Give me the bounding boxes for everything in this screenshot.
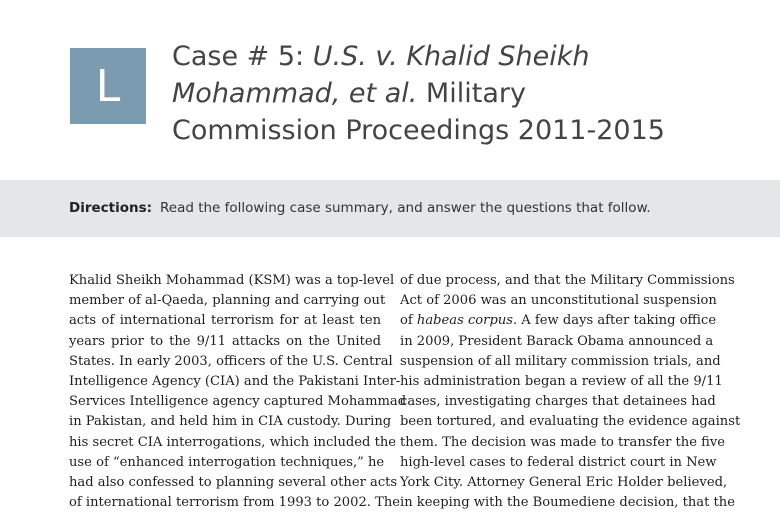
body-text-line: in keeping with the Boumediene decision, that the <box>400 495 735 511</box>
chapter-letter-badge: L <box>70 48 146 124</box>
body-text-line: suspension of all military commission trials, and <box>400 353 721 369</box>
body-left-column <box>69 271 407 513</box>
body-text-line: in Pakistan, and held him in CIA custody. During <box>69 414 392 430</box>
title-case-name-part-1: U.S. v. Khalid Sheikh <box>312 41 590 72</box>
title-suffix: Military <box>417 78 526 109</box>
body-text-line: Khalid Sheikh Mohammad (KSM) was a top-level <box>69 273 395 288</box>
title-prefix: Case # 5: <box>172 41 313 72</box>
body-text-line: cases, investigating charges that detainees had <box>400 394 716 410</box>
chapter-header <box>0 0 780 180</box>
directions-label: Directions: <box>69 200 153 216</box>
title-line-1 <box>172 38 732 75</box>
title-line-2 <box>172 75 732 112</box>
body-text-line: in 2009, President Barack Obama announced a <box>400 333 714 349</box>
body-text-line: been tortured, and evaluating the evidence against <box>400 414 741 430</box>
text-run: of <box>400 313 417 329</box>
body-text-line: States. In early 2003, officers of the U.S. Central <box>69 353 393 369</box>
title-line-3: Commission Proceedings 2011-2015 <box>172 115 665 146</box>
text-run: . A few days after taking office <box>512 313 717 329</box>
body-text-line: high-level cases to federal district court in New <box>400 454 717 470</box>
directions-text: Read the following case summary, and answer the questions that follow. <box>160 200 651 216</box>
body-text-line: them. The decision was made to transfer the five <box>400 434 725 450</box>
body-text-line-habeas <box>400 311 717 331</box>
body-text-line: of due process, and that the Military Commissions <box>400 273 735 288</box>
body-text-line: Act of 2006 was an unconstitutional suspension <box>400 293 717 309</box>
body-text-line: had also confessed to planning several other acts <box>69 475 398 491</box>
body-text-line: acts of international terrorism for at least ten <box>69 313 381 329</box>
directions-bar <box>0 180 780 237</box>
body-text-line: his secret CIA interrogations, which included the <box>69 434 397 450</box>
body-right-column <box>400 271 741 513</box>
body-text-line: Intelligence Agency (CIA) and the Pakistani Inter- <box>69 374 401 390</box>
body-text-line: years prior to the 9/11 attacks on the United <box>69 333 381 349</box>
title-case-name-part-2: Mohammad, et al. <box>172 78 418 109</box>
body-text-line: of international terrorism from 1993 to 2002. The <box>69 495 401 511</box>
body-text-line: his administration began a review of all the 9/11 <box>400 374 723 390</box>
body-text-line: use of “enhanced interrogation techniques,” he <box>69 454 385 470</box>
page-title <box>172 38 732 149</box>
body-text-line: Services Intelligence agency captured Mohammad <box>69 394 407 410</box>
body-text-line: York City. Attorney General Eric Holder believed, <box>400 475 728 491</box>
italic-term-habeas-corpus: habeas corpus <box>416 313 513 329</box>
body-text-line: member of al-Qaeda, planning and carrying out <box>69 293 386 309</box>
